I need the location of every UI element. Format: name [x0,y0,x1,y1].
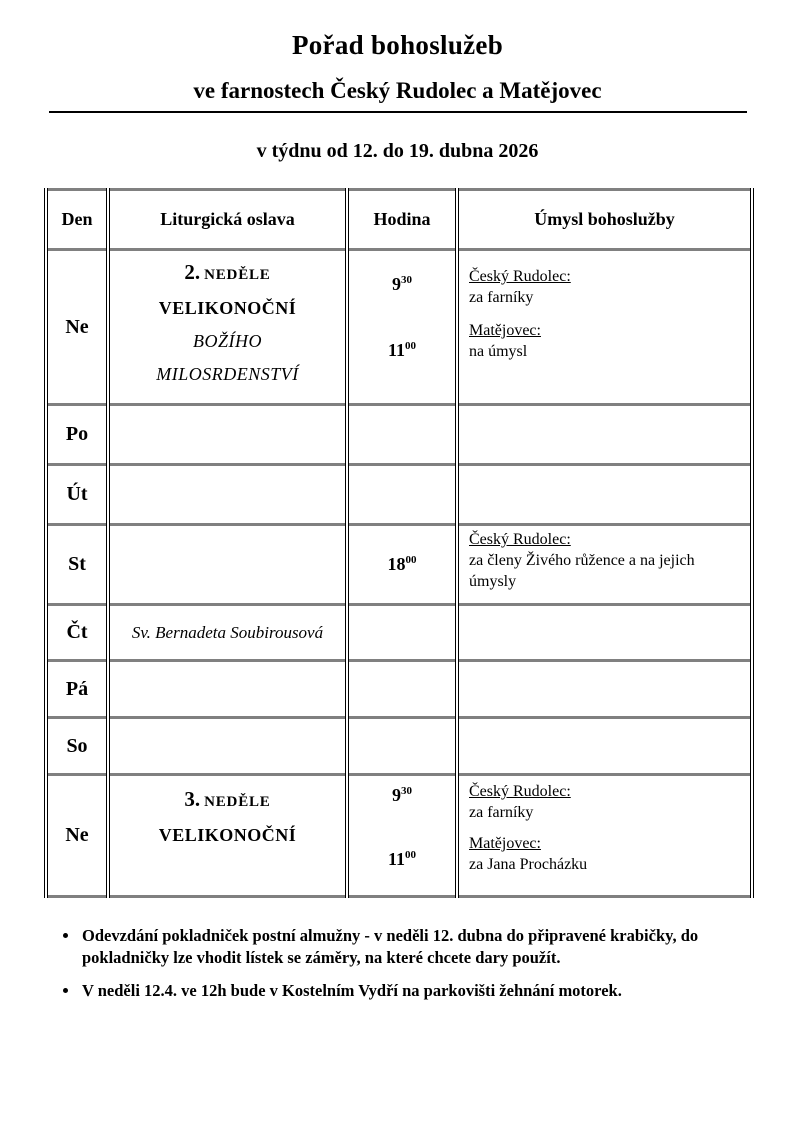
schedule-table [44,188,754,898]
intention-text: za farníky [469,804,534,821]
celebration-cell [108,605,347,661]
time-cell [347,775,457,897]
table-row-thursday [46,605,752,661]
table-row-sunday1 [46,250,752,405]
mass-time [349,848,455,870]
day-cell: Út [46,465,108,525]
table-header-row [46,190,752,250]
intention-place: Matějovec: [469,322,541,339]
table-row-sunday2 [46,775,752,897]
table-row-wednesday [46,525,752,605]
intention-cell [457,525,752,605]
celebration-number: 2. [184,260,201,284]
intention-cell [457,775,752,897]
col-header-day: Den [46,190,108,250]
time-minutes: 30 [401,785,412,797]
col-header-intention: Úmysl bohoslužby [457,190,752,250]
celebration-title: NEDĚLE [204,794,271,810]
time-cell [347,661,457,718]
intention-cell [457,250,752,405]
celebration-cell [108,405,347,465]
time-minutes: 00 [405,340,416,352]
col-header-time: Hodina [347,190,457,250]
intention-place: Matějovec: [469,835,541,852]
intention-cell [457,405,752,465]
time-hour: 18 [387,554,406,574]
page-subtitle: ve farnostech Český Rudolec a Matějovec [193,78,602,103]
time-cell [347,718,457,775]
day-cell: Čt [46,605,108,661]
time-cell [347,465,457,525]
time-hour: 9 [392,785,401,805]
saint-name: Sv. Bernadeta Soubirousová [131,622,324,642]
celebration-number: 3. [184,787,201,811]
mass-time [349,273,455,295]
intention-cell [457,465,752,525]
intention-place: Český Rudolec: [469,268,571,285]
celebration-subtitle-1: BOŽÍHO [193,331,262,351]
week-range: v týdnu od 12. do 19. dubna 2026 [256,140,539,162]
celebration-line-2: VELIKONOČNÍ [158,298,297,318]
day-cell: Pá [46,661,108,718]
intention-block [469,266,744,308]
intention-block [469,529,744,592]
celebration-line-2: VELIKONOČNÍ [158,825,297,845]
col-header-celebration: Liturgická oslava [108,190,347,250]
time-minutes: 30 [401,274,412,286]
time-minutes: 00 [405,849,416,861]
celebration-subtitle-2: MILOSRDENSTVÍ [156,364,299,384]
time-hour: 11 [387,849,405,869]
celebration-cell [108,718,347,775]
divider-line [49,111,747,113]
intention-cell [457,718,752,775]
celebration-title: NEDĚLE [204,267,271,283]
time-hour: 11 [387,340,405,360]
intention-cell [457,661,752,718]
time-cell [347,405,457,465]
intention-text: za členy Živého růžence a na jejich úmysly [469,552,695,590]
day-cell: Ne [46,250,108,405]
note-item-collection: • Odevzdání pokladniček postní almužny - v neděli 12. dubna do připravené krabičky, do pokladničky lze vhodit lístek se záměry, na které chcete dary použít. [80,925,751,969]
table-row-tuesday [46,465,752,525]
notes-list [44,925,751,1002]
celebration-cell [108,525,347,605]
intention-cell [457,605,752,661]
celebration-cell [108,661,347,718]
note-item-blessing: • V neděli 12.4. ve 12h bude v Kostelním Vydří na parkovišti žehnání motorek. [80,980,751,1002]
intention-place: Český Rudolec: [469,531,571,548]
time-cell [347,605,457,661]
intention-block [469,320,744,362]
day-cell: Ne [46,775,108,897]
celebration-cell [108,250,347,405]
time-cell [347,525,457,605]
mass-time [349,784,455,806]
mass-time [349,339,455,361]
time-cell [347,250,457,405]
mass-time [349,553,455,575]
day-cell: St [46,525,108,605]
celebration-cell [108,775,347,897]
day-cell: So [46,718,108,775]
intention-text: za Jana Procházku [469,856,588,873]
day-cell: Po [46,405,108,465]
celebration-line-1 [110,783,345,819]
time-hour: 9 [392,274,401,294]
page-title: Pořad bohoslužeb [291,30,504,60]
celebration-line-1 [110,256,345,292]
time-minutes: 00 [405,554,417,566]
intention-block [469,781,744,823]
table-row-friday [46,661,752,718]
intention-place: Český Rudolec: [469,783,571,800]
intention-text: za farníky [469,289,534,306]
table-row-monday [46,405,752,465]
intention-block [469,833,744,875]
celebration-cell [108,465,347,525]
intention-text: na úmysl [469,343,528,360]
table-row-saturday [46,718,752,775]
